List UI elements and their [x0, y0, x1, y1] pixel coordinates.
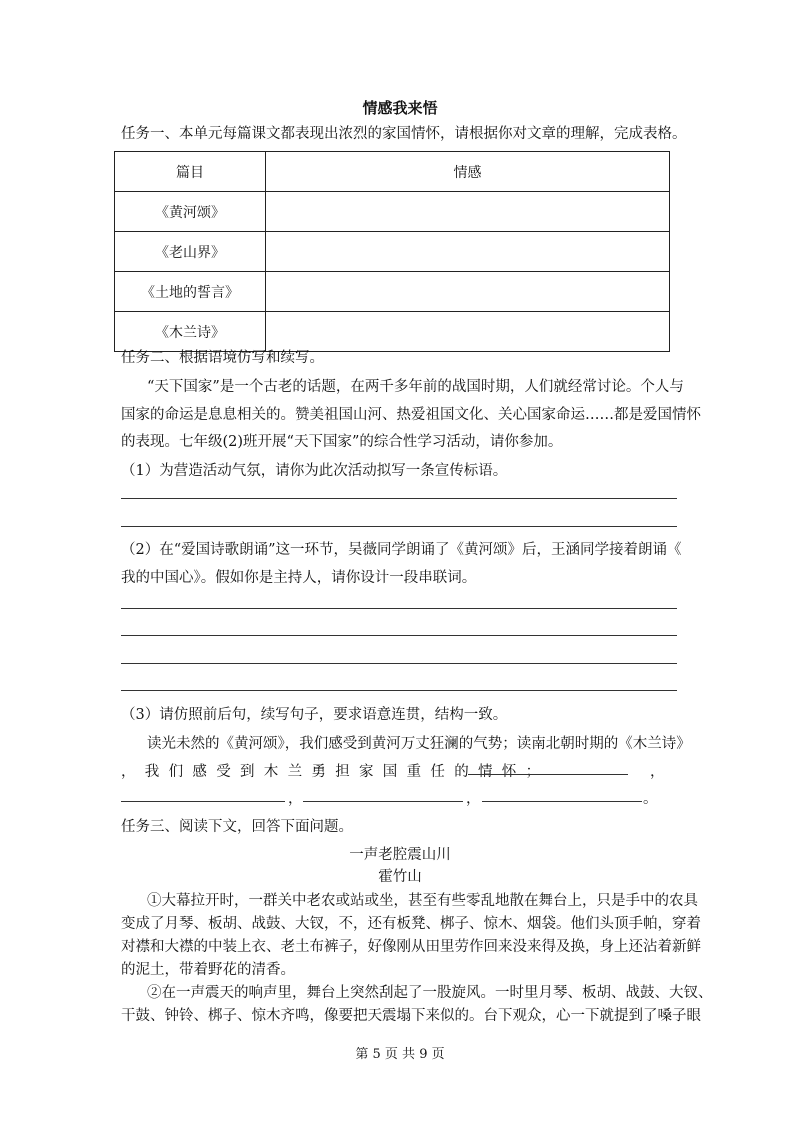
- answer-line[interactable]: [121, 526, 677, 527]
- article-paragraph-line: ②在一声震天的响声里，舞台上突然刮起了一股旋风。一时里月琴、板胡、战鼓、大钗、: [147, 985, 713, 1001]
- table-cell-title: 《木兰诗》: [115, 312, 266, 352]
- page-title: 情感我来悟: [362, 99, 438, 117]
- question-2-cont: 我的中国心》。假如你是主持人，请你设计一段串联词。: [121, 570, 477, 586]
- article-paragraph-line: 干鼓、钟铃、梆子、惊木齐鸣，像要把天震塌下来似的。台下观众，心一下就提到了嗓子眼: [121, 1008, 701, 1024]
- table-cell-answer[interactable]: [266, 272, 670, 312]
- article-author: 霍竹山: [378, 869, 422, 885]
- fill-blank[interactable]: [303, 801, 463, 802]
- task2-heading: 任务二、根据语境仿写和续写。: [121, 350, 324, 366]
- article-paragraph-line: ①大幕拉开时，一群关中老农或站或坐，甚至有些零乱地散在舞台上，只是手中的农具: [147, 893, 698, 909]
- table-row: [115, 312, 670, 352]
- table-row: [115, 232, 670, 272]
- article-title: 一声老腔震山川: [349, 847, 451, 863]
- task2-paragraph-line: 国家的命运是息息相关的。赞美祖国山河、热爱祖国文化、关心国家命运……都是爱国情怀: [121, 407, 701, 423]
- answer-line[interactable]: [121, 690, 677, 691]
- answer-line[interactable]: [121, 608, 677, 609]
- table-cell-title: 《老山界》: [115, 232, 266, 272]
- article-paragraph-line: 对襟和大襟的中装上衣、老土布裤子，好像刚从田里劳作回来没来得及换，身上还沾着新鲜: [121, 939, 701, 955]
- page-footer: 第 5 页 共 9 页: [355, 1047, 445, 1062]
- table-cell-title: 《黄河颂》: [115, 192, 266, 232]
- question-3-sentence: 读光未然的《黄河颂》，我们感受到黄河万丈狂澜的气势；读南北朝时期的《木兰诗》: [147, 736, 691, 752]
- article-paragraph-line: 变成了月琴、板胡、战鼓、大钗，不，还有板凳、梆子、惊木、烟袋。他们头顶手帕，穿着: [121, 916, 701, 932]
- table-row: [115, 192, 670, 232]
- punctuation: 。: [643, 791, 658, 807]
- question-3: （3）请仿照前后句，续写句子，要求语意连贯，结构一致。: [121, 707, 508, 723]
- table-header-cell: 情感: [266, 152, 670, 192]
- table-cell-answer[interactable]: [266, 192, 670, 232]
- article-paragraph-line: 的泥土，带着野花的清香。: [121, 962, 295, 978]
- task3-heading: 任务三、阅读下文，回答下面问题。: [121, 819, 353, 835]
- table-row: [115, 272, 670, 312]
- answer-line[interactable]: [121, 498, 677, 499]
- emotion-table: [114, 151, 670, 352]
- table-header-cell: 篇目: [115, 152, 266, 192]
- table-header-row: [115, 152, 670, 192]
- fill-blank[interactable]: [468, 774, 628, 775]
- task2-paragraph-line: 的表现。七年级(2)班开展“天下国家”的综合性学习活动，请你参加。: [121, 434, 563, 450]
- question-1: （1）为营造活动气氛，请你为此次活动拟写一条宣传标语。: [121, 463, 508, 479]
- question-3-sentence: ，我们感受到木兰勇担家国重任的情怀；: [121, 764, 550, 780]
- table-cell-answer[interactable]: [266, 232, 670, 272]
- question-2: （2）在“爱国诗歌朗诵”这一环节，吴薇同学朗诵了《黄河颂》后，王涵同学接着朗诵《: [121, 542, 682, 558]
- table-cell-answer[interactable]: [266, 312, 670, 352]
- fill-blank[interactable]: [121, 801, 285, 802]
- answer-line[interactable]: [121, 635, 677, 636]
- punctuation: ，: [650, 764, 665, 780]
- task2-paragraph-line: “天下国家”是一个古老的话题，在两千多年前的战国时期，人们就经常讨论。个人与: [147, 379, 684, 395]
- punctuation: ，: [466, 791, 481, 807]
- answer-line[interactable]: [121, 663, 677, 664]
- task1-intro: 任务一、本单元每篇课文都表现出浓烈的家国情怀，请根据你对文章的理解，完成表格。: [121, 126, 687, 142]
- punctuation: ，: [288, 791, 303, 807]
- table-cell-title: 《土地的誓言》: [115, 272, 266, 312]
- fill-blank[interactable]: [482, 801, 642, 802]
